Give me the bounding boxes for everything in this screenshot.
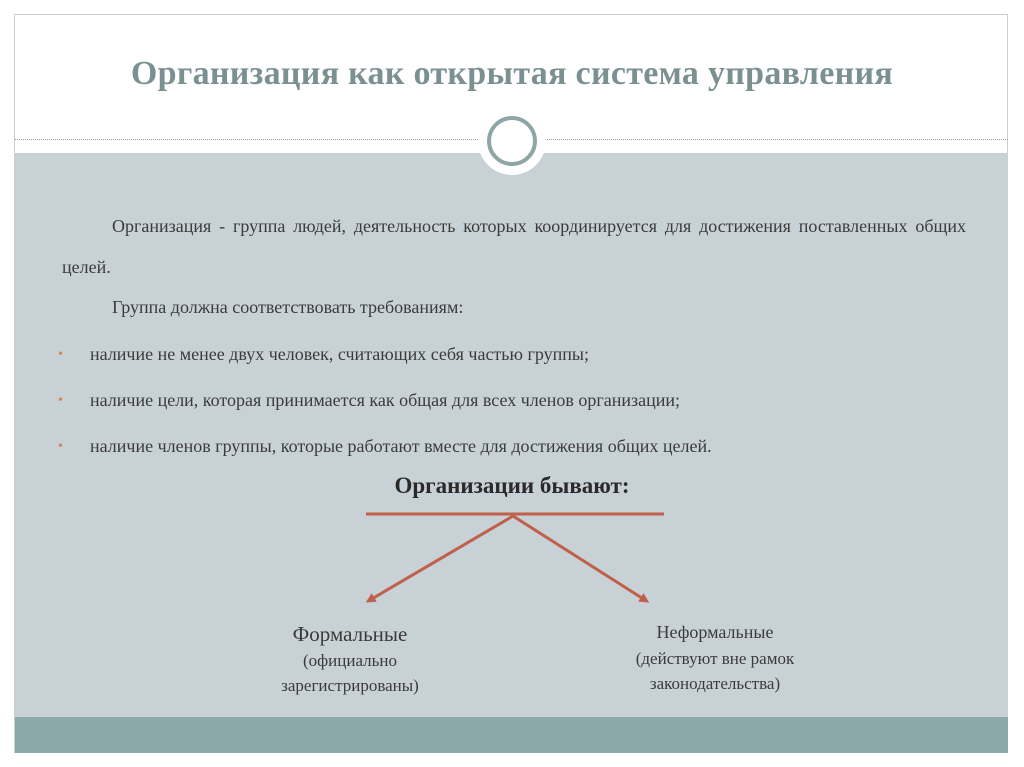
- informal-title: Неформальные: [656, 622, 774, 642]
- formal-type-block: [230, 620, 470, 698]
- bullet-icon: •: [58, 393, 63, 408]
- list-item-text: наличие не менее двух человек, считающих себя частью группы;: [90, 344, 589, 364]
- requirements-intro: Группа должна соответствовать требованиям:: [112, 297, 464, 317]
- arrow-to-informal: [513, 516, 645, 600]
- informal-desc-line1: (действуют вне рамок: [635, 649, 795, 668]
- formal-desc-line1: (официально: [303, 651, 397, 670]
- bullet-icon: •: [58, 347, 63, 362]
- bullet-icon: •: [58, 439, 63, 454]
- slide-title: Организация как открытая система управления: [130, 55, 894, 92]
- formal-title: Формальные: [292, 622, 408, 646]
- types-heading: Организации бывают:: [394, 473, 630, 498]
- list-item-text: наличие цели, которая принимается как общая для всех членов организации;: [90, 390, 680, 410]
- list-item-text: наличие членов группы, которые работают вместе для достижения общих целей.: [90, 436, 712, 456]
- informal-type-block: [590, 618, 840, 696]
- definition-paragraph: Организация - группа людей, деятельность которых координируется для достижения поставленных общих целей.: [62, 216, 966, 277]
- informal-desc-line2: законодательства): [649, 674, 781, 693]
- arrow-to-formal: [370, 516, 513, 600]
- formal-desc-line2: зарегистрированы): [281, 676, 419, 695]
